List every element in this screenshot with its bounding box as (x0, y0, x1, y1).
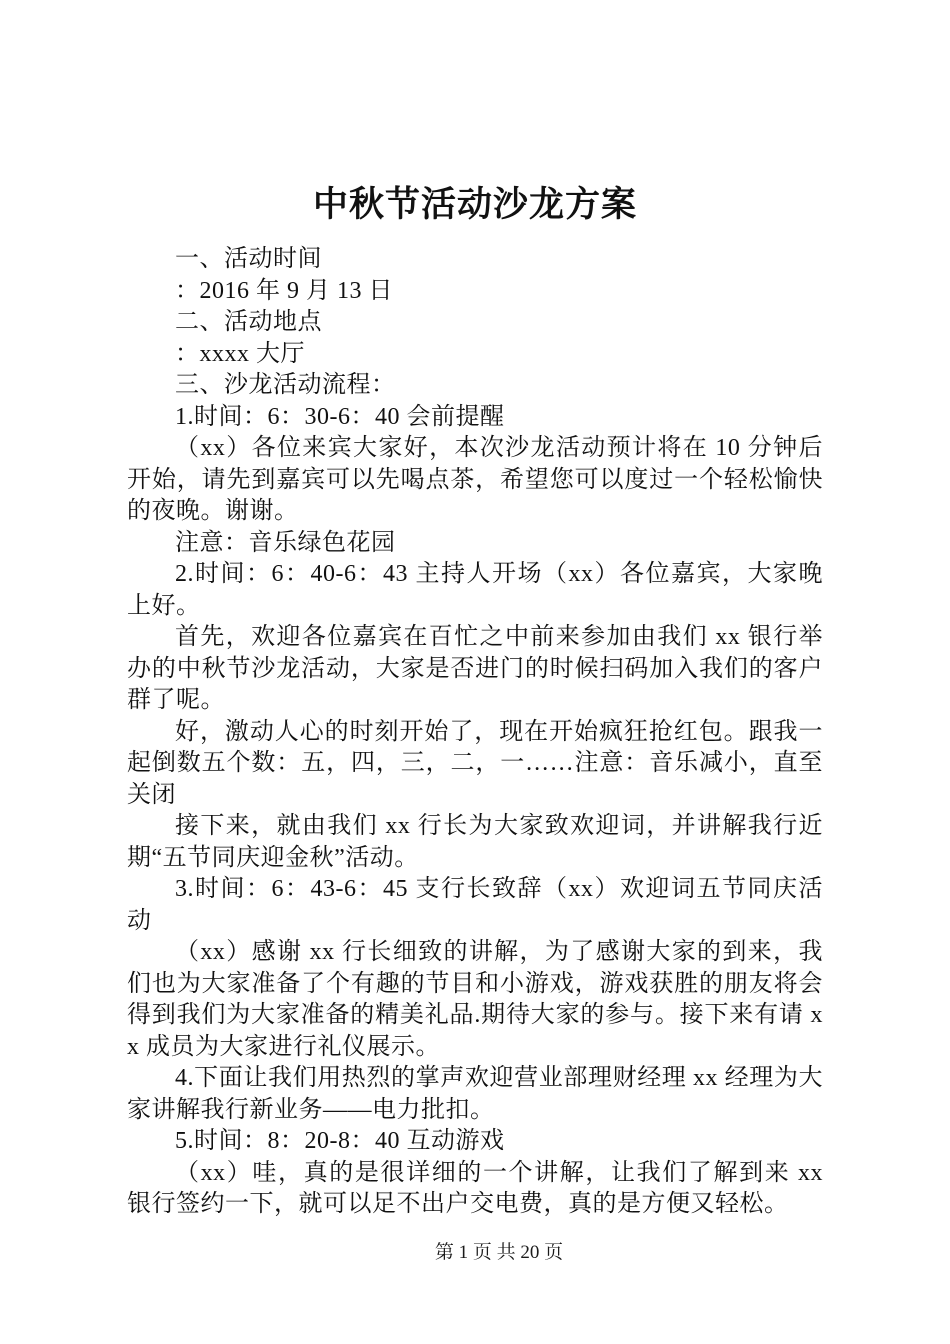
page-number-footer: 第 1 页 共 20 页 (434, 1242, 564, 1263)
paragraph: 4.下面让我们用热烈的掌声欢迎营业部理财经理 xx 经理为大家讲解我行新业务——电力批扣。 (127, 1065, 823, 1123)
paragraph: 2.时间：6：40-6：43 主持人开场（xx）各位嘉宾，大家晚上好。 (127, 561, 823, 619)
paragraph: 好，激动人心的时刻开始了，现在开始疯狂抢红包。跟我一起倒数五个数：五，四，三，二，一……注意：音乐减小，直至关闭 (127, 718, 823, 808)
paragraph: 5.时间：8：20-8：40 互动游戏 (175, 1128, 505, 1154)
document-content (127, 183, 823, 1221)
paragraph: ：xxxx 大厅 (175, 340, 305, 367)
paragraph: 三、沙龙活动流程： (175, 372, 396, 398)
document-body (127, 244, 823, 1221)
paragraph: 首先，欢迎各位嘉宾在百忙之中前来参加由我们 xx 银行举办的中秋节沙龙活动，大家是否进门的时候扫码加入我们的客户群了呢。 (127, 624, 823, 713)
paragraph: （xx）哇，真的是很详细的一个讲解，让我们了解到来 xx 银行签约一下，就可以足不出户交电费，真的是方便又轻松。 (127, 1159, 823, 1217)
document-title: 中秋节活动沙龙方案 (312, 185, 637, 224)
paragraph: 二、活动地点 (175, 309, 322, 335)
paragraph: （xx）各位来宾大家好，本次沙龙活动预计将在 10 分钟后开始，请先到嘉宾可以先喝点茶，希望您可以度过一个轻松愉快的夜晚。谢谢。 (127, 435, 823, 524)
paragraph: 1.时间：6：30-6：40 会前提醒 (175, 403, 505, 430)
paragraph: （xx）感谢 xx 行长细致的讲解，为了感谢大家的到来，我们也为大家准备了个有趣的节目和小游戏，游戏获胜的朋友将会得到我们为大家准备的精美礼品.期待大家的参与。接下来有请 xx 成员为大家进行礼仪展示。 (127, 939, 823, 1060)
paragraph: 一、活动时间 (175, 246, 322, 272)
paragraph: ：2016 年 9 月 13 日 (175, 277, 393, 304)
paragraph: 3.时间：6：43-6：45 支行长致辞（xx）欢迎词五节同庆活动 (127, 876, 823, 934)
paragraph: 注意：音乐绿色花园 (175, 529, 396, 556)
paragraph: 接下来，就由我们 xx 行长为大家致欢迎词，并讲解我行近期“五节同庆迎金秋”活动。 (127, 813, 823, 871)
